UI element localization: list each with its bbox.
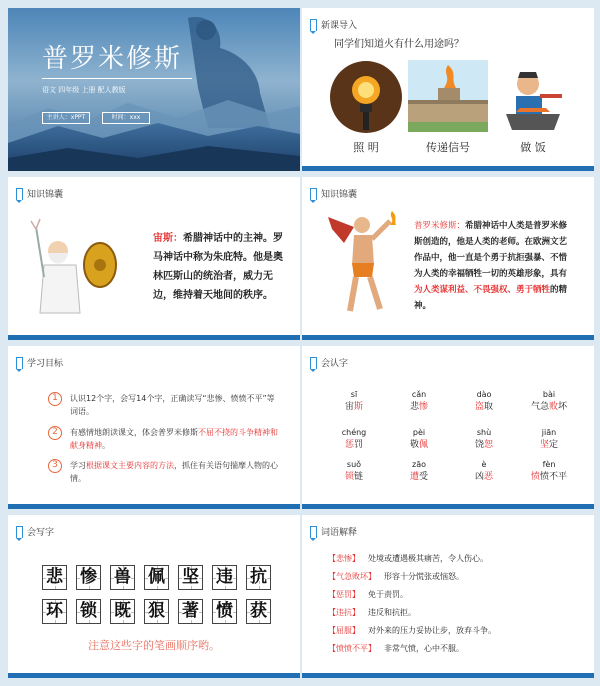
word-target-char: 坚 (539, 440, 549, 450)
word-card (387, 428, 451, 450)
word (387, 437, 451, 450)
term-def: 违反和抗拒。 (368, 608, 416, 617)
bottom-bar (8, 673, 300, 678)
slide-header (310, 187, 357, 200)
header-label: 新课导入 (321, 21, 358, 31)
term-item (328, 571, 464, 582)
slide-header (310, 356, 348, 369)
bottom-bar (8, 504, 300, 509)
term-item (328, 607, 416, 618)
bottom-bar (302, 673, 594, 678)
caption-signal: 传递信号 (426, 141, 470, 154)
zeus-illustration (28, 217, 118, 327)
zeus-name: 宙斯： (153, 233, 183, 244)
writing-char: 坚 (182, 567, 199, 587)
header-label: 会认字 (321, 359, 349, 369)
goal-text: 学习 (70, 461, 86, 470)
pinyin: pèi (412, 428, 426, 437)
writing-char-box (246, 599, 271, 624)
word-target-char: 遭 (409, 472, 419, 482)
date-tag: 时间：xxx (102, 112, 150, 124)
word (517, 437, 581, 450)
word-target-char: 佩 (419, 440, 429, 450)
goal-text-end: 。 (102, 441, 110, 450)
term-def: 对外来的压力妥协让步，放弃斗争。 (368, 626, 496, 635)
term-def: 非常气愤，心中不服。 (384, 644, 464, 653)
writing-char: 愤 (216, 601, 233, 621)
bottom-bar (302, 166, 594, 171)
word (322, 437, 386, 450)
pinyin: dào (476, 390, 492, 399)
word-card (387, 460, 451, 482)
slide-header (310, 525, 357, 538)
word-target-char: 盗 (474, 402, 484, 412)
word (452, 399, 516, 412)
goal-text: 认识12个字，会写14个字，正确读写“悲惨、愤愤不平”等词语。 (70, 394, 275, 416)
prometheus-text-end: 的精神。 (414, 285, 568, 311)
word (517, 469, 581, 482)
prometheus-description (414, 218, 572, 314)
word (517, 399, 581, 412)
term-key: 【违抗】 (328, 608, 360, 617)
vocabulary-slide[interactable] (302, 515, 594, 678)
writing-char: 兽 (114, 567, 131, 587)
word-part: 悲 (409, 402, 419, 412)
pinyin: bài (542, 390, 556, 399)
word-card (517, 460, 581, 482)
word-target-char: 愤 (530, 472, 540, 482)
prometheus-slide[interactable] (302, 177, 594, 340)
writing-char-box (212, 599, 237, 624)
goal-3 (48, 459, 278, 485)
zeus-description (153, 229, 283, 305)
header-label: 知识锦囊 (321, 190, 358, 200)
word (322, 399, 386, 412)
writing-char: 锁 (80, 601, 97, 621)
bottom-bar (8, 335, 300, 340)
pinyin: suǒ (346, 460, 362, 469)
word-target-char: 斯 (354, 402, 364, 412)
pinyin: shù (476, 428, 492, 437)
goal-number: 3 (48, 459, 62, 473)
page-title: 普罗米修斯 (42, 44, 183, 74)
caption-lighting: 照 明 (353, 141, 379, 154)
writing-char-box (178, 599, 203, 624)
title-underline (42, 78, 192, 79)
word-card (452, 460, 516, 482)
word (452, 469, 516, 482)
subtitle: 语文 四年级 上册 配人教版 (42, 86, 126, 94)
writing-char: 狠 (148, 601, 165, 621)
goal-text: 有感情地朗读课文，体会普罗米修斯 (70, 428, 198, 437)
slide-header (16, 187, 63, 200)
pinyin: è (481, 460, 487, 469)
word-target-char: 恶 (484, 472, 494, 482)
word-card (517, 428, 581, 450)
bookmark-icon (16, 188, 23, 200)
bottom-bar (302, 335, 594, 340)
bookmark-icon (310, 19, 317, 31)
word-card (517, 390, 581, 412)
word-card (452, 428, 516, 450)
stroke-order-note: 注意这些字的笔画顺序哟。 (88, 639, 220, 652)
term-key: 【悲惨】 (328, 554, 360, 563)
term-key: 【屈服】 (328, 626, 360, 635)
caption-cooking: 做 饭 (520, 141, 546, 154)
term-item (328, 589, 408, 600)
writing-char-box (178, 565, 203, 590)
writing-char-box (144, 599, 169, 624)
writing-char-box (76, 599, 101, 624)
prometheus-highlight: 为人类谋利益、不畏强权、勇于牺牲 (414, 285, 551, 295)
word-card (452, 390, 516, 412)
prometheus-text: 希腊神话中人类是普罗米修斯创造的，他是人类的老师。在欧洲文艺作品中，他一直是个勇于抗拒强暴、不惜为人类的幸福牺牲一切的英雄形象，具有 (414, 221, 568, 279)
term-item (328, 553, 488, 564)
zeus-text: 希腊神话中的主神。罗马神话中称为朱庇特。他是奥林匹斯山的统治者，威力无边，维持着天地间的秩序。 (153, 233, 283, 301)
writing-char-box (110, 599, 135, 624)
writing-char-box (212, 565, 237, 590)
word-part: 凶 (474, 472, 484, 482)
header-label: 知识锦囊 (27, 190, 64, 200)
word-card (322, 428, 386, 450)
word (387, 399, 451, 412)
word (322, 469, 386, 482)
term-item (328, 625, 496, 636)
word-card (322, 460, 386, 482)
write-chars-slide[interactable] (8, 515, 300, 678)
word-card (322, 390, 386, 412)
term-def: 免于责罚。 (368, 590, 408, 599)
word-part: 罚 (354, 440, 364, 450)
term-def: 处境或遭遇极其痛苦，令人伤心。 (368, 554, 488, 563)
pinyin: jiān (541, 428, 557, 437)
word-part: 取 (484, 402, 494, 412)
word-part: 坏 (558, 402, 568, 412)
writing-char: 惨 (80, 567, 97, 587)
prometheus-illustration (324, 207, 404, 325)
writing-char-box (42, 599, 67, 624)
writing-char-box (42, 565, 67, 590)
slide-header (16, 525, 54, 538)
pinyin: cǎn (411, 390, 427, 399)
slide-header (16, 356, 63, 369)
word-card (387, 390, 451, 412)
word-part: 定 (549, 440, 559, 450)
word-part: 气急 (530, 402, 549, 412)
bookmark-icon (16, 526, 23, 538)
torch-icon (326, 60, 406, 134)
writing-char-box (144, 565, 169, 590)
pinyin: zāo (412, 460, 426, 469)
pinyin: sī (350, 390, 358, 399)
term-item (328, 643, 464, 654)
writing-char: 悲 (46, 567, 63, 587)
word-part: 宙 (344, 402, 354, 412)
pinyin: chéng (341, 428, 367, 437)
bookmark-icon (16, 357, 23, 369)
writing-char-box (76, 565, 101, 590)
bottom-bar (302, 504, 594, 509)
word-part: 愤不平 (540, 472, 568, 482)
title-slide[interactable] (8, 8, 300, 171)
beacon-tower-icon (408, 60, 488, 132)
goal-2 (48, 426, 278, 452)
zeus-slide[interactable] (8, 177, 300, 340)
goal-1 (48, 392, 278, 418)
writing-char: 抗 (250, 567, 267, 587)
header-label: 会写字 (27, 528, 55, 538)
word (387, 469, 451, 482)
word-target-char: 恕 (484, 440, 494, 450)
word (452, 437, 516, 450)
word-target-char: 惩 (344, 440, 354, 450)
bookmark-icon (310, 188, 317, 200)
word-part: 链 (354, 472, 364, 482)
term-key: 【气急败坏】 (328, 572, 376, 581)
word-part: 受 (419, 472, 429, 482)
char-row-1 (42, 565, 280, 590)
term-def: 形容十分慌张或恼怒。 (384, 572, 464, 581)
goal-highlight: 根据课文主要内容的方法 (86, 461, 174, 470)
goals-slide[interactable] (8, 346, 300, 509)
writing-char-box (246, 565, 271, 590)
goal-number: 1 (48, 392, 62, 406)
word-target-char: 锁 (344, 472, 354, 482)
goal-highlight: 不屈不挠的斗争精神和献身精神 (70, 428, 278, 450)
header-label: 词语解释 (321, 528, 358, 538)
recognize-chars-slide[interactable] (302, 346, 594, 509)
writing-char: 获 (250, 601, 267, 621)
writing-char: 违 (216, 567, 233, 587)
writing-char: 佩 (148, 567, 165, 587)
bookmark-icon (310, 526, 317, 538)
prometheus-name: 普罗米修斯： (414, 221, 466, 231)
writing-char: 环 (46, 601, 63, 621)
cooking-icon (498, 64, 568, 134)
writing-char: 既 (114, 601, 131, 621)
speaker-tag: 主讲人：xPPT (42, 112, 90, 124)
goal-text-end: ，抓住有关语句揣摩人物的心情。 (70, 461, 278, 483)
word-target-char: 败 (548, 402, 558, 412)
slide-header (310, 18, 357, 31)
goal-number: 2 (48, 426, 62, 440)
char-row-2 (42, 599, 280, 624)
word-target-char: 惨 (419, 402, 429, 412)
question-text: 同学们知道火有什么用途吗？ (334, 39, 464, 50)
word-part: 饶 (474, 440, 484, 450)
word-part: 敬 (409, 440, 419, 450)
term-key: 【愤愤不平】 (328, 644, 376, 653)
intro-slide[interactable] (302, 8, 594, 171)
writing-char-box (110, 565, 135, 590)
pinyin: fèn (542, 460, 556, 469)
term-key: 【惩罚】 (328, 590, 360, 599)
bookmark-icon (310, 357, 317, 369)
writing-char: 著 (182, 601, 199, 621)
header-label: 学习目标 (27, 359, 64, 369)
